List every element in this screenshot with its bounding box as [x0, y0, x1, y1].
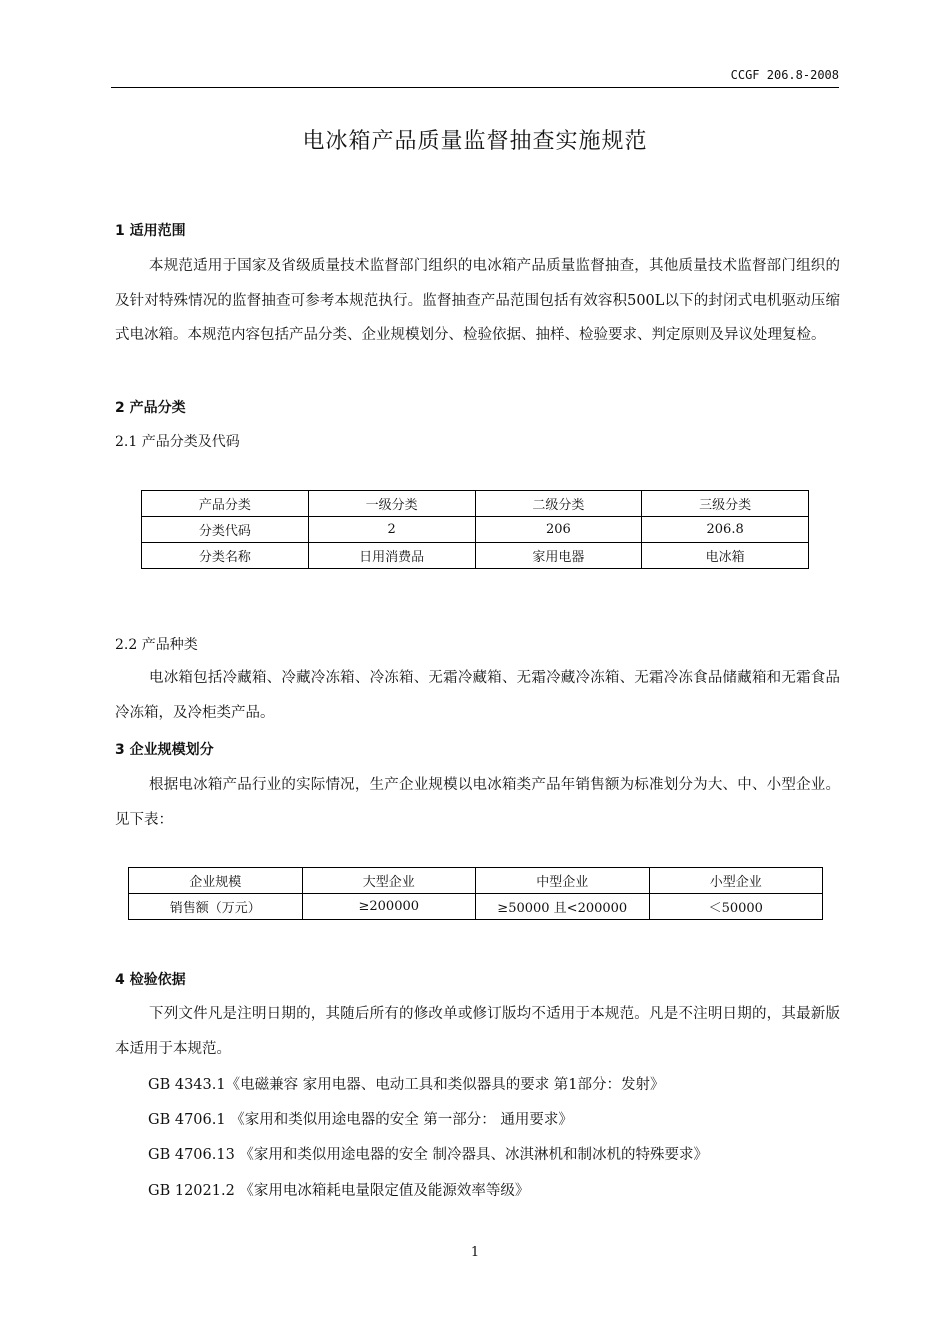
table-cell: ≥200000 [302, 894, 476, 920]
table-cell: 三级分类 [642, 491, 809, 517]
table-row [142, 543, 809, 569]
table-cell: 企业规模 [129, 868, 303, 894]
section-4-paragraph: 下列文件凡是注明日期的，其随后所有的修改单或修订版均不适用于本规范。凡是不注明日期的，其最新版本适用于本规范。 [115, 1006, 840, 1057]
section-2-2-heading: 2.2 产品种类 [115, 637, 198, 653]
table-cell: 分类代码 [142, 517, 309, 543]
section-2-heading: 2 产品分类 [115, 400, 186, 416]
enterprise-scale-table [128, 867, 823, 920]
reference-item: GB 4706.1 《家用和类似用途电器的安全 第一部分： 通用要求》 [148, 1112, 573, 1128]
table-cell: ≥50000 且<200000 [476, 894, 650, 920]
classification-table [141, 490, 809, 569]
document-title: 电冰箱产品质量监督抽查实施规范 [302, 129, 648, 154]
header-rule [111, 87, 839, 88]
section-2-2-paragraph: 电冰箱包括冷藏箱、冷藏冷冻箱、冷冻箱、无霜冷藏箱、无霜冷藏冷冻箱、无霜冷冻食品储藏箱和无霜食品冷冻箱，及冷柜类产品。 [115, 670, 840, 721]
table-row [142, 491, 809, 517]
table-cell: 2 [308, 517, 475, 543]
section-3-paragraph: 根据电冰箱产品行业的实际情况，生产企业规模以电冰箱类产品年销售额为标准划分为大、中、小型企业。见下表： [115, 777, 840, 828]
table-cell: 电冰箱 [642, 543, 809, 569]
table-row [129, 868, 823, 894]
table-cell: 小型企业 [649, 868, 823, 894]
table-cell: 大型企业 [302, 868, 476, 894]
table-cell: 206.8 [642, 517, 809, 543]
reference-item: GB 12021.2 《家用电冰箱耗电量限定值及能源效率等级》 [148, 1183, 530, 1199]
table-cell: 日用消费品 [308, 543, 475, 569]
reference-item: GB 4706.13 《家用和类似用途电器的安全 制冷器具、冰淇淋机和制冰机的特殊要求》 [148, 1147, 709, 1163]
page-number: 1 [470, 1245, 480, 1260]
table-cell: 销售额（万元） [129, 894, 303, 920]
document-code: CCGF 206.8-2008 [730, 68, 839, 82]
reference-item: GB 4343.1《电磁兼容 家用电器、电动工具和类似器具的要求 第1部分：发射》 [148, 1077, 665, 1093]
table-cell: 206 [475, 517, 642, 543]
table-cell: 二级分类 [475, 491, 642, 517]
section-4-heading: 4 检验依据 [115, 972, 186, 988]
section-1-heading: 1 适用范围 [115, 223, 186, 239]
table-cell: 中型企业 [476, 868, 650, 894]
section-2-1-heading: 2.1 产品分类及代码 [115, 434, 240, 450]
table-row [142, 517, 809, 543]
table-row [129, 894, 823, 920]
section-3-heading: 3 企业规模划分 [115, 742, 214, 758]
table-cell: 一级分类 [308, 491, 475, 517]
section-1-paragraph: 本规范适用于国家及省级质量技术监督部门组织的电冰箱产品质量监督抽查，其他质量技术监督部门组织的及针对特殊情况的监督抽查可参考本规范执行。监督抽查产品范围包括有效容积500L以下的封闭式电机驱动压缩式电冰箱。本规范内容包括产品分类、企业规模划分、检验依据、抽样、检验要求、判定原则及异议处理复检。 [115, 258, 840, 343]
table-cell: ＜50000 [649, 894, 823, 920]
table-cell: 产品分类 [142, 491, 309, 517]
table-cell: 家用电器 [475, 543, 642, 569]
table-cell: 分类名称 [142, 543, 309, 569]
